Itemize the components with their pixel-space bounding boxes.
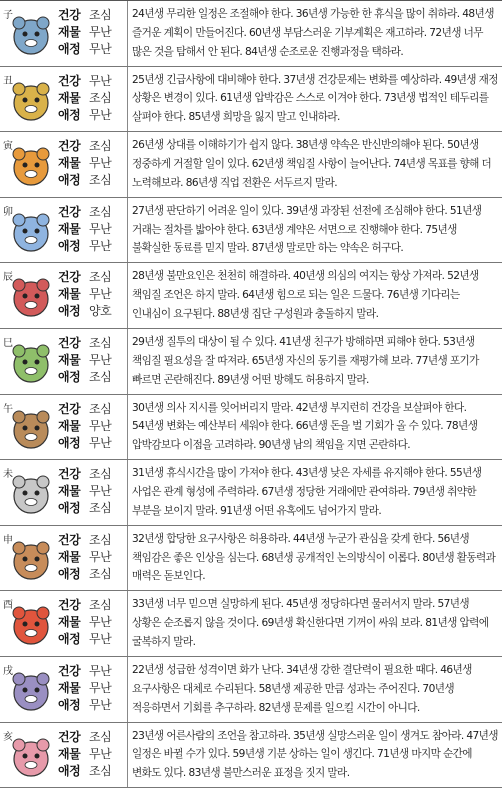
health-label: 건강 (58, 467, 81, 482)
money-stat (58, 680, 126, 697)
health-stat (58, 204, 126, 221)
love-stat (58, 697, 126, 714)
fortune-text: 24년생 무리한 일정은 조절해야 한다. 36년생 가능한 한 휴식을 많이 취하라. 48년생 즐거운 계획이 만들어진다. 60년생 부담스러운 기부계획은 재고하라. 72년생 너무 많은 것을 탐해서 안 된다. 84년생 순조로운 진행과정을 택하라. (132, 8, 494, 58)
love-value: 조심 (89, 370, 112, 384)
money-stat (58, 549, 126, 566)
fortune-row (0, 198, 502, 264)
health-stat (58, 597, 126, 614)
zodiac-hanja: 丑 (3, 75, 13, 87)
health-value: 조심 (89, 598, 112, 613)
health-label: 건강 (58, 401, 81, 416)
fortune-row (0, 591, 502, 657)
zodiac-cell (0, 460, 128, 525)
health-value: 무난 (89, 73, 112, 88)
money-stat (58, 746, 126, 763)
zodiac-cell (0, 591, 128, 656)
money-label: 재물 (58, 90, 81, 105)
money-stat (58, 90, 126, 107)
zodiac-cell (0, 329, 128, 394)
money-label: 재물 (58, 25, 81, 39)
fortune-row (0, 132, 502, 198)
love-stat (58, 303, 126, 320)
fortune-stats (58, 335, 126, 386)
fortune-text: 32년생 합당한 요구사항은 허용하라. 44년생 누군가 관심을 갖게 한다. 56년생 책임감은 좋은 인상을 심는다. 68년생 공개적인 논의방식이 이롭다. 80년생 활동력과 매력은 돋보인다. (132, 532, 496, 583)
zodiac-hanja: 巳 (3, 338, 13, 349)
money-value: 조심 (89, 90, 112, 105)
fortune-text: 23년생 어른사람의 조언을 참고하라. 35년생 실망스러운 일이 생겨도 참아라. 47년생 일정은 바뀔 수가 있다. 59년생 기분 상하는 일이 생긴다. 71년생 마지막 순간에 변화도 있다. 83년생 불만스러운 표정을 짓지 말라. (132, 729, 498, 780)
money-value: 무난 (89, 353, 112, 367)
fortune-row (0, 723, 502, 788)
love-value: 조심 (89, 566, 112, 581)
zodiac-cell (0, 723, 128, 788)
money-label: 재물 (58, 156, 81, 171)
fortune-stats (58, 204, 126, 255)
love-stat (58, 172, 126, 189)
love-label: 애정 (58, 304, 81, 319)
love-label: 애정 (58, 763, 81, 778)
zodiac-cell (0, 198, 128, 263)
health-stat (58, 7, 126, 24)
fortune-stats (58, 729, 126, 780)
health-value: 조심 (89, 270, 112, 285)
money-stat (58, 418, 126, 435)
rabbit-icon (10, 212, 52, 254)
health-value: 조심 (89, 8, 112, 22)
health-value: 조심 (89, 204, 112, 219)
fortune-stats (58, 138, 126, 189)
health-stat (58, 401, 126, 418)
fortune-row (0, 526, 502, 592)
health-stat (58, 138, 126, 155)
health-stat (58, 335, 126, 352)
zodiac-cell (0, 132, 128, 197)
fortune-row (0, 1, 502, 67)
money-stat (58, 24, 126, 41)
ox-icon (10, 81, 52, 123)
health-value: 조심 (89, 532, 112, 547)
horse-icon (10, 409, 52, 451)
love-stat (58, 369, 126, 386)
money-stat (58, 221, 126, 238)
fortune-text: 25년생 긴급사항에 대비해야 한다. 37년생 건강문제는 변화를 예상하라. 49년생 재정 상황은 변경이 있다. 61년생 압박감은 스스로 이겨야 한다. 73년생 법적인 테두리를 살펴야 한다. 85년생 희망을 잃지 말고 인내하라. (132, 73, 498, 124)
money-label: 재물 (58, 615, 81, 630)
zodiac-hanja: 午 (3, 403, 13, 415)
fortune-stats (58, 269, 126, 320)
fortune-text: 33년생 너무 믿으면 실망하게 된다. 45년생 정당하다면 물러서지 말라. 57년생 상황은 순조롭지 않을 것이다. 69년생 확신한다면 기꺼이 싸워 보라. 81년생 압력에 굴복하지 말라. (132, 598, 489, 648)
zodiac-hanja: 辰 (3, 272, 13, 284)
fortune-text: 26년생 상대를 이해하기가 쉽지 않다. 38년생 약속은 반신반의해야 된다. 50년생 정중하게 거절할 일이 있다. 62년생 책임질 사항이 늘어난다. 74년생 목표를 향해 더 노력해보라. 86년생 직업 전환은 서두르지 말라. (132, 139, 492, 189)
fortune-text: 27년생 판단하기 어려운 일이 있다. 39년생 과장된 선전에 조심해야 한다. 51년생 거래는 절차를 밟아야 한다. 63년생 계약은 서면으로 진행해야 한다. 75년생 불확실한 동료를 믿지 말라. 87년생 말로만 하는 약속은 허구다. (132, 204, 482, 255)
love-stat (58, 435, 126, 452)
money-value: 무난 (89, 156, 112, 171)
love-value: 무난 (89, 698, 112, 712)
love-value: 조심 (89, 501, 112, 516)
love-stat (58, 500, 126, 517)
money-value: 무난 (89, 221, 112, 236)
fortune-text: 30년생 의사 지시를 잊어버리지 말라. 42년생 부지런히 건강을 보살펴야 한다. 54년생 변화는 예산부터 세워야 한다. 66년생 돈을 벌 기회가 올 수 있다. 78년생 압박감보다 이점을 고려하라. 90년생 남의 책임을 지면 곤란하다. (132, 401, 478, 452)
money-stat (58, 155, 126, 172)
fortune-text: 29년생 질투의 대상이 될 수 있다. 41년생 친구가 방해하면 피해야 한다. 53년생 책임질 필요성을 잘 따져라. 65년생 자신의 동기를 재평가해 보라. 77년생 포기가 빠르면 곤란해진다. 89년생 어떤 방해도 허용하지 말라. (132, 336, 479, 386)
health-value: 조심 (89, 401, 112, 416)
love-label: 애정 (58, 42, 81, 56)
love-stat (58, 566, 126, 583)
zodiac-cell (0, 67, 128, 132)
money-label: 재물 (58, 418, 81, 433)
zodiac-hanja: 子 (3, 10, 13, 21)
pig-icon (10, 737, 52, 779)
money-label: 재물 (58, 287, 81, 302)
money-label: 재물 (58, 549, 81, 564)
monkey-icon (10, 540, 52, 582)
fortune-stats (58, 532, 126, 583)
dragon-icon (10, 277, 52, 319)
health-stat (58, 729, 126, 746)
zodiac-hanja: 亥 (3, 731, 13, 743)
health-label: 건강 (58, 204, 81, 219)
money-label: 재물 (58, 484, 81, 499)
health-stat (58, 532, 126, 549)
health-label: 건강 (58, 73, 81, 88)
fortune-row (0, 67, 502, 133)
money-value: 무난 (89, 681, 112, 695)
money-label: 재물 (58, 746, 81, 761)
health-label: 건강 (58, 139, 81, 154)
zodiac-cell (0, 657, 128, 722)
health-label: 건강 (58, 532, 81, 547)
health-label: 건강 (58, 8, 81, 22)
love-value: 무난 (89, 238, 112, 253)
health-value: 조심 (89, 729, 112, 744)
money-stat (58, 614, 126, 631)
fortune-stats (58, 401, 126, 452)
sheep-icon (10, 474, 52, 516)
zodiac-hanja: 未 (3, 469, 13, 481)
love-label: 애정 (58, 501, 81, 516)
health-label: 건강 (58, 270, 81, 285)
love-label: 애정 (58, 435, 81, 450)
health-label: 건강 (58, 598, 81, 613)
love-stat (58, 41, 126, 58)
money-stat (58, 286, 126, 303)
zodiac-cell (0, 395, 128, 460)
money-label: 재물 (58, 221, 81, 236)
fortune-row (0, 657, 502, 723)
zodiac-hanja: 寅 (3, 141, 13, 153)
health-stat (58, 663, 126, 680)
love-stat (58, 238, 126, 255)
love-value: 조심 (89, 173, 112, 188)
fortune-stats (58, 7, 126, 58)
money-value: 무난 (89, 418, 112, 433)
fortune-row (0, 329, 502, 395)
love-stat (58, 107, 126, 124)
zodiac-hanja: 卯 (3, 206, 13, 218)
health-value: 무난 (89, 664, 112, 678)
health-stat (58, 73, 126, 90)
money-value: 무난 (89, 615, 112, 630)
fortune-row (0, 395, 502, 461)
love-stat (58, 631, 126, 648)
zodiac-hanja: 戌 (3, 666, 13, 677)
health-label: 건강 (58, 336, 81, 350)
fortune-row (0, 460, 502, 526)
zodiac-cell (0, 526, 128, 591)
love-value: 무난 (89, 42, 112, 56)
fortune-stats (58, 663, 126, 714)
money-value: 무난 (89, 484, 112, 499)
money-value: 무난 (89, 549, 112, 564)
health-label: 건강 (58, 664, 81, 678)
fortune-stats (58, 466, 126, 517)
health-label: 건강 (58, 729, 81, 744)
love-label: 애정 (58, 107, 81, 122)
love-label: 애정 (58, 698, 81, 712)
love-stat (58, 763, 126, 780)
love-value: 무난 (89, 107, 112, 122)
fortune-row (0, 263, 502, 329)
health-value: 조심 (89, 467, 112, 482)
health-stat (58, 466, 126, 483)
dog-icon (10, 671, 52, 713)
health-value: 조심 (89, 336, 112, 350)
money-stat (58, 352, 126, 369)
fortune-text: 31년생 휴식시간을 많이 가져야 한다. 43년생 낮은 자세를 유지해야 한다. 55년생 사업은 관계 형성에 주력하라. 67년생 정당한 거래에만 관여하라. 79년생 취약한 부분을 보이지 말라. 91년생 어떤 유혹에도 넘어가지 말라. (132, 467, 482, 517)
zodiac-hanja: 酉 (3, 600, 13, 612)
love-value: 양호 (89, 304, 112, 319)
love-label: 애정 (58, 632, 81, 647)
love-label: 애정 (58, 238, 81, 253)
fortune-text: 28년생 불만요인은 천천히 해결하라. 40년생 의심의 여지는 항상 가져라. 52년생 책임질 조언은 하지 말라. 64년생 힘으로 되는 일은 드물다. 76년생 기다리는 인내심이 요구된다. 88년생 집단 구성원과 충돌하지 말라. (132, 270, 479, 320)
snake-icon (10, 343, 52, 385)
tiger-icon (10, 146, 52, 188)
love-label: 애정 (58, 566, 81, 581)
fortune-stats (58, 73, 126, 124)
money-label: 재물 (58, 681, 81, 695)
money-value: 무난 (89, 287, 112, 302)
money-label: 재물 (58, 353, 81, 367)
health-stat (58, 269, 126, 286)
zodiac-cell (0, 1, 128, 66)
fortune-stats (58, 597, 126, 648)
love-value: 무난 (89, 632, 112, 647)
fortune-text: 22년생 성급한 성격이면 화가 난다. 34년생 강한 결단력이 필요한 때다. 46년생 요구사항은 대체로 수리된다. 58년생 제공한 만큼 성과는 주어진다. 70년생 적응하면서 기회를 추구하라. 82년생 문제를 일으킬 시간이 아니다. (132, 664, 472, 714)
zodiac-cell (0, 263, 128, 328)
rooster-icon (10, 605, 52, 647)
love-value: 조심 (89, 763, 112, 778)
money-value: 무난 (89, 746, 112, 761)
zodiac-hanja: 申 (3, 534, 13, 546)
love-value: 무난 (89, 435, 112, 450)
money-stat (58, 483, 126, 500)
love-label: 애정 (58, 370, 81, 384)
rat-icon (10, 15, 52, 57)
health-value: 조심 (89, 139, 112, 154)
love-label: 애정 (58, 173, 81, 188)
money-value: 무난 (89, 25, 112, 39)
